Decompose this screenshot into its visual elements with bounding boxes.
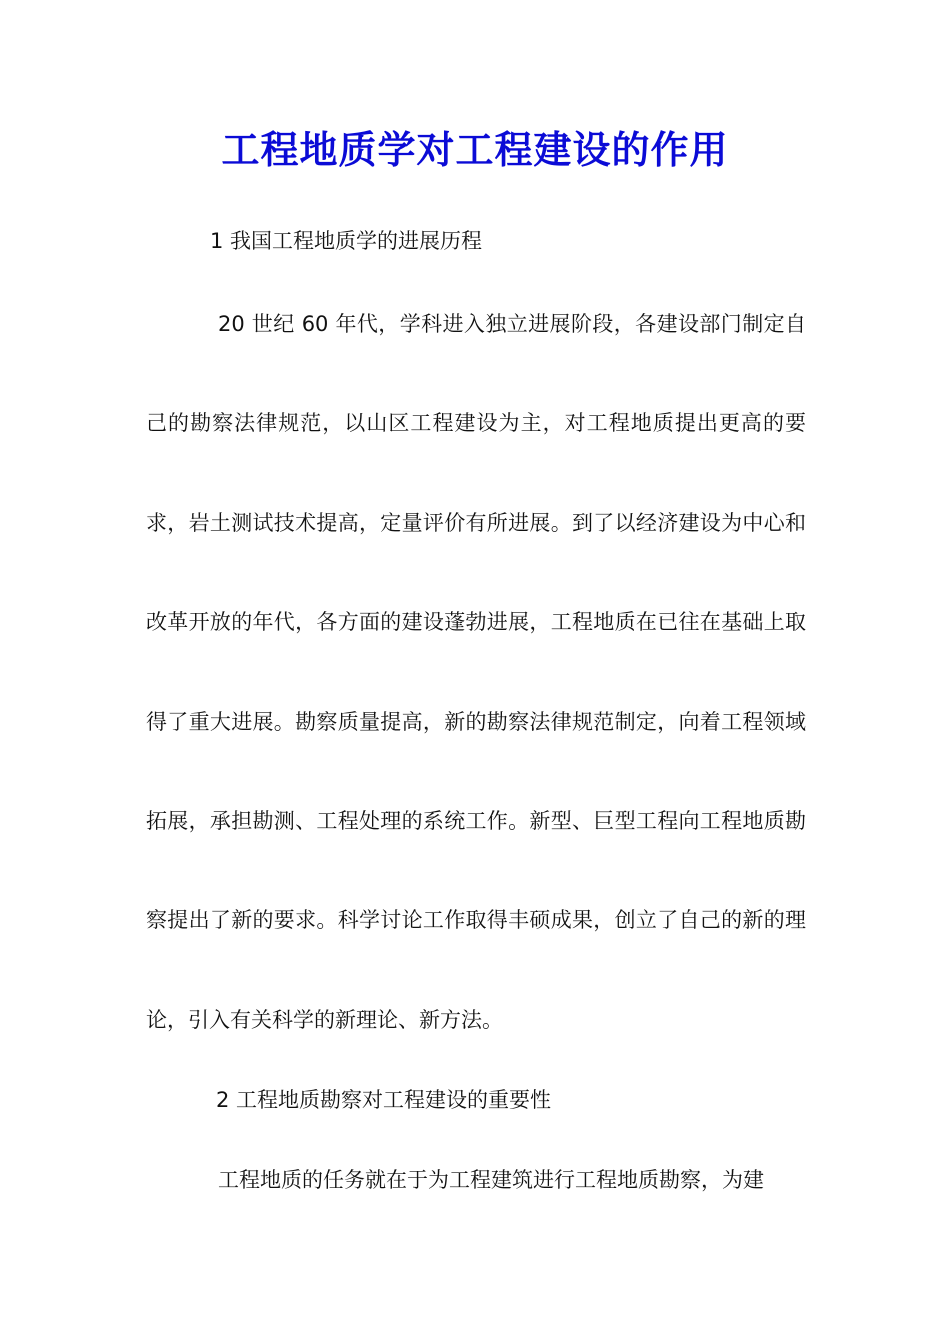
section-paragraph-2: 工程地质的任务就在于为工程建筑进行工程地质勘察，为建: [218, 1168, 764, 1192]
section-heading-1: 1 我国工程地质学的进展历程: [210, 229, 483, 253]
document-title: 工程地质学对工程建设的作用: [221, 127, 729, 172]
section-heading-2: 2 工程地质勘察对工程建设的重要性: [216, 1088, 552, 1112]
section-paragraph-1: 20 世纪 60 年代，学科进入独立进展阶段，各建设部门制定自己的勘察法律规范，以山区工程建设为主，对工程地质提出更高的要求，岩土测试技术提高，定量评价有所进展。到了以经济建设为中心和改革开放的年代，各方面的建设蓬勃进展，工程地质在已往在基础上取得了重大进展。勘察质量提高，新的勘察法律规范制定，向着工程领域拓展，承担勘测、工程处理的系统工作。新型、巨型工程向工程地质勘察提出了新的要求。科学讨论工作取得丰硕成果，创立了自己的新的理论，引入有关科学的新理论、新方法。: [146, 312, 806, 1032]
